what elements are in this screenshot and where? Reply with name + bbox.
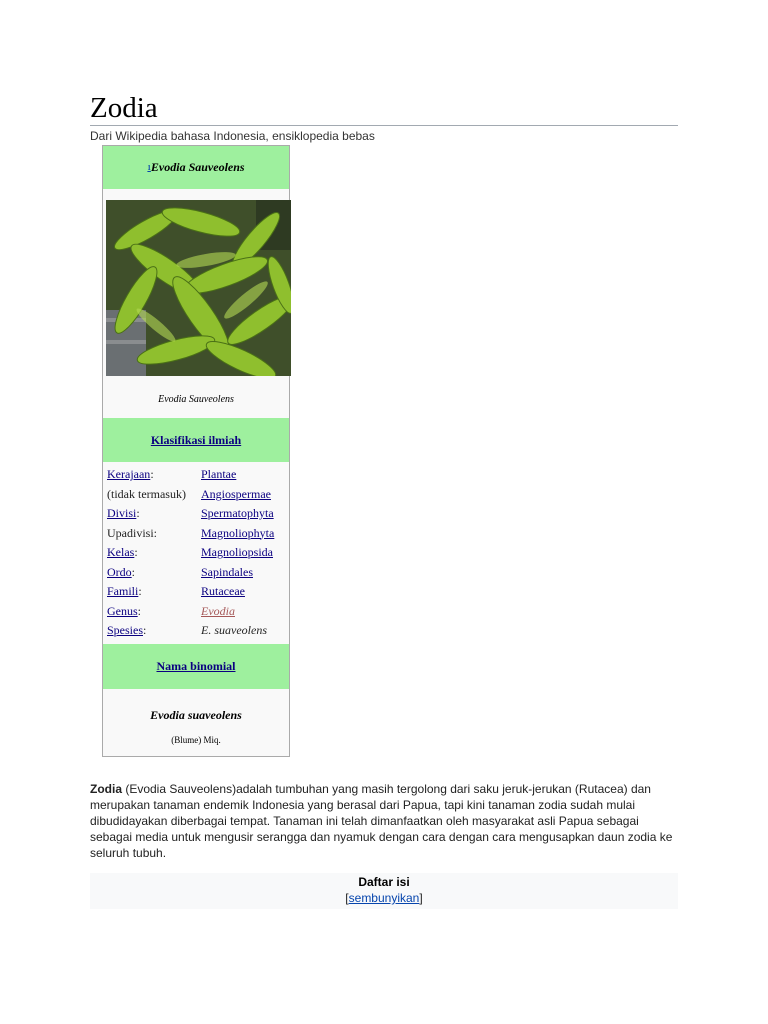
- taxonomy-value-link[interactable]: Spermatophyta: [201, 506, 274, 520]
- classification-header: [103, 418, 289, 462]
- taxonomy-row: [107, 485, 289, 505]
- taxonomy-rank-link[interactable]: Kelas: [107, 545, 135, 559]
- binomial-author: (Blume) Miq.: [171, 735, 221, 745]
- taxonomy-rank: Kelas:: [107, 545, 138, 559]
- image-caption: Evodia Sauveolens: [158, 394, 234, 405]
- taxonomy-rank-link[interactable]: Spesies: [107, 623, 143, 637]
- taxonomy-rank: Ordo:: [107, 564, 136, 579]
- plant-image[interactable]: [106, 200, 291, 376]
- taxonomy-rank: Genus:: [107, 603, 142, 618]
- taxobox-header: [103, 146, 289, 189]
- taxonomy-rank-text: Upadivisi:: [107, 525, 157, 540]
- taxonomy-value-link[interactable]: Angiospermae: [201, 486, 271, 501]
- taxonomy-value-link[interactable]: Magnoliopsida: [201, 545, 273, 559]
- binomial-header: [103, 644, 289, 689]
- taxonomy-rank: [107, 524, 157, 544]
- taxonomy-row: [107, 504, 289, 524]
- taxonomy-value-link[interactable]: Plantae: [201, 467, 237, 481]
- taxonomy-rank-link[interactable]: Famili: [107, 584, 139, 598]
- binomial-name: Evodia suaveolens: [150, 708, 242, 722]
- taxonomy-row: [107, 543, 289, 563]
- toc-bracket-open: [: [345, 891, 349, 905]
- taxonomy-row: [107, 582, 289, 602]
- taxonomy-row: [107, 621, 289, 641]
- taxonomy-rank-link[interactable]: Genus: [107, 603, 138, 618]
- taxonomy-rank: [107, 485, 186, 505]
- taxonomy-rank-link[interactable]: Kerajaan: [107, 467, 151, 481]
- taxonomy-value-link[interactable]: Sapindales: [201, 564, 253, 579]
- taxonomy-rank: Famili:: [107, 584, 142, 598]
- taxonomy-rank-text: (tidak termasuk): [107, 486, 186, 501]
- toc-hide-link[interactable]: sembunyikan: [348, 891, 420, 905]
- toc-title: Daftar isi: [358, 875, 410, 889]
- taxonomy-value-redlink[interactable]: Evodia: [201, 603, 235, 618]
- article-paragraph: [90, 781, 680, 861]
- page-title: Zodia: [90, 92, 158, 124]
- taxonomy-rank: Divisi:: [107, 506, 140, 520]
- taxonomy-table: [107, 465, 289, 641]
- title-divider: [90, 125, 678, 126]
- taxonomy-row: [107, 465, 289, 485]
- page-subtitle: Dari Wikipedia bahasa Indonesia, ensiklopedia bebas: [90, 129, 375, 143]
- reference-link[interactable]: 1: [147, 163, 151, 172]
- toc-toggle: [90, 891, 678, 905]
- taxonomy-value: E. suaveolens: [201, 623, 267, 637]
- taxonomy-rank: Kerajaan:: [107, 467, 154, 481]
- taxobox: [102, 145, 290, 757]
- taxonomy-rank-link[interactable]: Ordo: [107, 564, 132, 579]
- taxonomy-value-link[interactable]: Magnoliophyta: [201, 525, 275, 540]
- toc-bracket-close: ]: [419, 891, 423, 905]
- taxonomy-rank-link[interactable]: Divisi: [107, 506, 137, 520]
- article-bold-term: Zodia: [90, 782, 122, 796]
- taxonomy-row: [107, 563, 289, 583]
- taxobox-title: Evodia Sauveolens: [150, 160, 245, 174]
- table-of-contents: [90, 873, 678, 909]
- binomial-header-link[interactable]: Nama binomial: [156, 659, 236, 673]
- taxonomy-row: [107, 524, 289, 544]
- taxonomy-rank: Spesies:: [107, 623, 147, 637]
- article-body: (Evodia Sauveolens)adalah tumbuhan yang masih tergolong dari saku jeruk-jerukan (Rutacea) dan merupakan tanaman endemik Indonesia yang berasal dari Papua, tapi kini tanaman zodia sudah mulai dibudidayakan diberbagai tempat. Tanaman ini telah dimanfaatkan oleh masyarakat asli Papua sebagai sebagai media untuk mengusir serangga dan nyamuk dengan cara dengan cara mengusapkan daun zodia ke seluruh tubuh.: [90, 782, 673, 860]
- classification-link[interactable]: Klasifikasi ilmiah: [150, 432, 242, 447]
- taxonomy-value-link[interactable]: Rutaceae: [201, 584, 245, 598]
- taxonomy-row: [107, 602, 289, 622]
